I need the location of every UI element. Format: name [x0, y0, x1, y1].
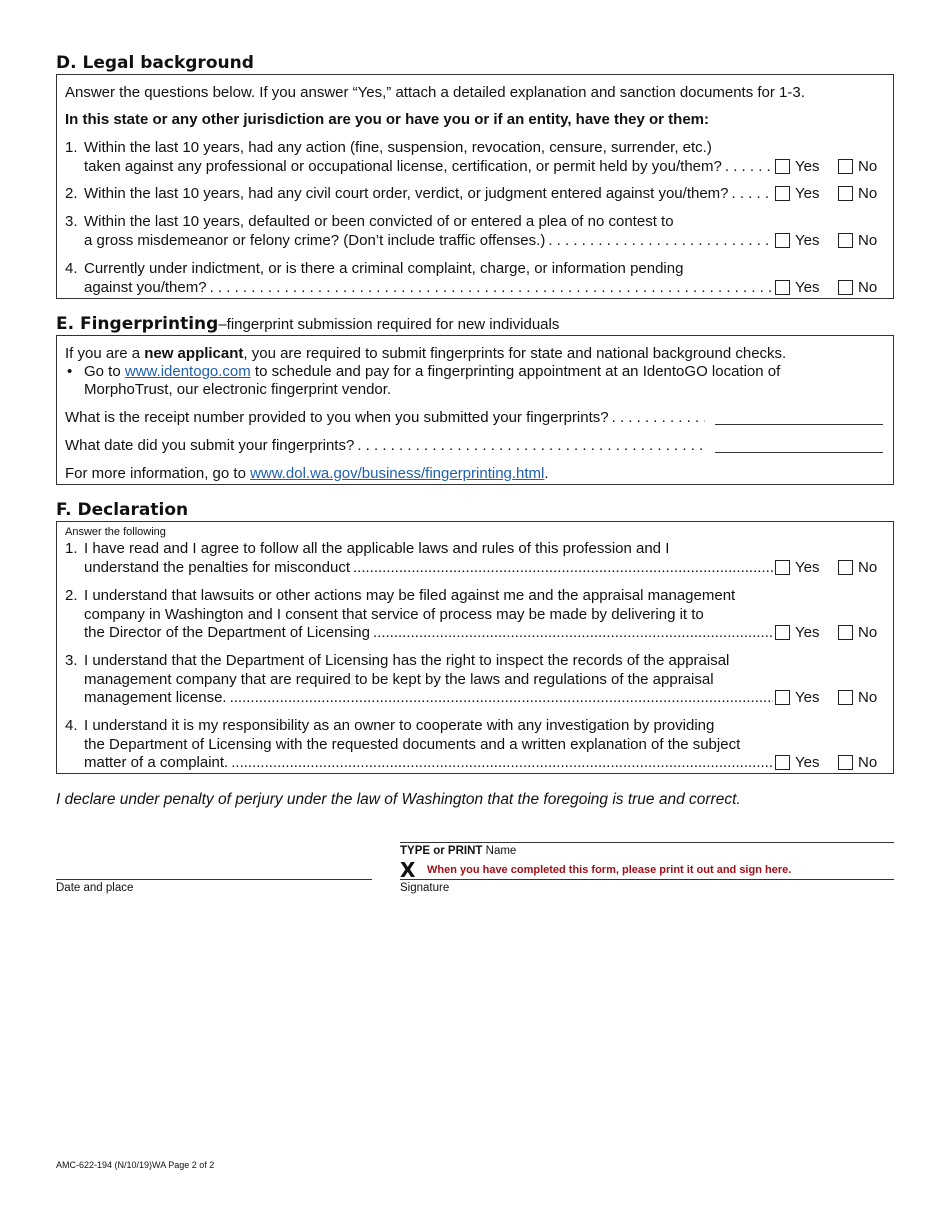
legal-q4-yes-checkbox[interactable]	[775, 280, 790, 295]
legal-q2-answer: Yes No	[775, 185, 885, 203]
fingerprinting-more-info: For more information, go to www.dol.wa.gov/business/fingerprinting.html.	[65, 465, 549, 482]
legal-lead: In this state or any other jurisdiction are you or have you or if an entity, have they or them:	[65, 111, 710, 128]
perjury-statement: I declare under penalty of perjury under the law of Washington that the foregoing is true and correct.	[56, 791, 741, 808]
legal-intro: Answer the questions below. If you answer “Yes,” attach a detailed explanation and sanction documents for 1-3.	[65, 84, 805, 101]
declaration-q1-yes-checkbox[interactable]	[775, 560, 790, 575]
fingerprinting-bullet: •	[67, 363, 73, 380]
declaration-q2-yes-checkbox[interactable]	[775, 625, 790, 640]
legal-q2-no-checkbox[interactable]	[838, 186, 853, 201]
declaration-q3-yes-checkbox[interactable]	[775, 690, 790, 705]
declaration-question-2: 2. I understand that lawsuits or other actions may be filed against me and the appraisal management company in Washington and I consent that service of process may be made by delivering it to the Director of the Department of Licensing ..... Yes No	[65, 587, 885, 643]
answer-following-label: Answer the following	[65, 526, 166, 538]
legal-question-1: 1. Within the last 10 years, had any action (fine, suspension, revocation, censure, surrender, etc.) taken against any professional or occupational license, certification, or permit held by you/them? . . . Yes No	[65, 139, 885, 177]
legal-q2-yes-checkbox[interactable]	[775, 186, 790, 201]
legal-q4-answer: Yes No	[775, 279, 885, 297]
legal-q1-no-checkbox[interactable]	[838, 159, 853, 174]
receipt-number-question: What is the receipt number provided to you when you submitted your fingerprints? . . .	[65, 409, 883, 428]
declaration-q1-answer: Yes No	[775, 559, 885, 577]
fingerprinting-go-to: Go to www.identogo.com to schedule and pay for a fingerprinting appointment at an IdentoGO location of	[84, 363, 781, 380]
legal-q1-answer: Yes No	[775, 158, 885, 176]
declaration-section-title: F. Declaration	[56, 500, 189, 520]
legal-q3-yes-checkbox[interactable]	[775, 233, 790, 248]
signature-line[interactable]	[400, 879, 894, 880]
fingerprint-date-question: What date did you submit your fingerprints? . . .	[65, 437, 883, 456]
declaration-q4-yes-checkbox[interactable]	[775, 755, 790, 770]
type-print-name-label: TYPE or PRINT Name	[400, 845, 517, 857]
declaration-question-1: 1. I have read and I agree to follow all the applicable laws and rules of this profession and I understand the penalties for misconduct ..... Yes No	[65, 540, 885, 578]
declaration-question-3: 3. I understand that the Department of Licensing has the right to inspect the records of the appraisal management company that are required to be kept by the laws and regulations of the appraisal management license. ..... Yes No	[65, 652, 885, 708]
date-place-label: Date and place	[56, 882, 134, 894]
declaration-question-4: 4. I understand it is my responsibility as an owner to cooperate with any investigation by providing the Department of Licensing with the requested documents and a written explanation of the subject matter of a complaint. ..... Yes No	[65, 717, 885, 773]
declaration-q2-answer: Yes No	[775, 624, 885, 642]
legal-question-2: 2. Within the last 10 years, had any civil court order, verdict, or judgment entered against you/them? . . . Yes No	[65, 185, 885, 204]
fingerprinting-intro: If you are a new applicant, you are required to submit fingerprints for state and national background checks.	[65, 345, 787, 362]
declaration-q4-no-checkbox[interactable]	[838, 755, 853, 770]
declaration-box	[56, 521, 894, 774]
legal-q3-no-checkbox[interactable]	[838, 233, 853, 248]
legal-question-3: 3. Within the last 10 years, defaulted or been convicted of or entered a plea of no contest to a gross misdemeanor or felony crime? (Don’t include traffic offenses.) . . . Yes No	[65, 213, 885, 251]
declaration-q2-no-checkbox[interactable]	[838, 625, 853, 640]
legal-box	[56, 74, 894, 299]
legal-q1-yes-checkbox[interactable]	[775, 159, 790, 174]
declaration-q1-no-checkbox[interactable]	[838, 560, 853, 575]
fingerprinting-section-title: E. Fingerprinting–fingerprint submission required for new individuals	[56, 314, 560, 334]
fingerprint-date-input[interactable]	[715, 452, 883, 453]
fingerprinting-vendor: MorphoTrust, our electronic fingerprint vendor.	[84, 381, 392, 398]
declaration-q4-answer: Yes No	[775, 754, 885, 772]
signature-x-mark: X	[400, 858, 416, 882]
legal-q4-no-checkbox[interactable]	[838, 280, 853, 295]
fingerprinting-box	[56, 335, 894, 485]
identogo-link[interactable]: www.identogo.com	[124, 363, 251, 380]
legal-section-title: D. Legal background	[56, 53, 254, 73]
date-place-line[interactable]	[56, 879, 372, 880]
print-and-sign-note: When you have completed this form, please print it out and sign here.	[427, 864, 792, 876]
name-line	[400, 842, 894, 843]
declaration-q3-no-checkbox[interactable]	[838, 690, 853, 705]
legal-question-4: 4. Currently under indictment, or is there a criminal complaint, charge, or information pending against you/them? . . . Yes No	[65, 260, 885, 298]
form-footer: AMC-622-194 (N/10/19)WA Page 2 of 2	[56, 1160, 215, 1170]
dol-fingerprinting-link[interactable]: www.dol.wa.gov/business/fingerprinting.html	[250, 465, 545, 482]
declaration-q3-answer: Yes No	[775, 689, 885, 707]
signature-label: Signature	[400, 882, 450, 894]
receipt-number-input[interactable]	[715, 424, 883, 425]
legal-q3-answer: Yes No	[775, 232, 885, 250]
